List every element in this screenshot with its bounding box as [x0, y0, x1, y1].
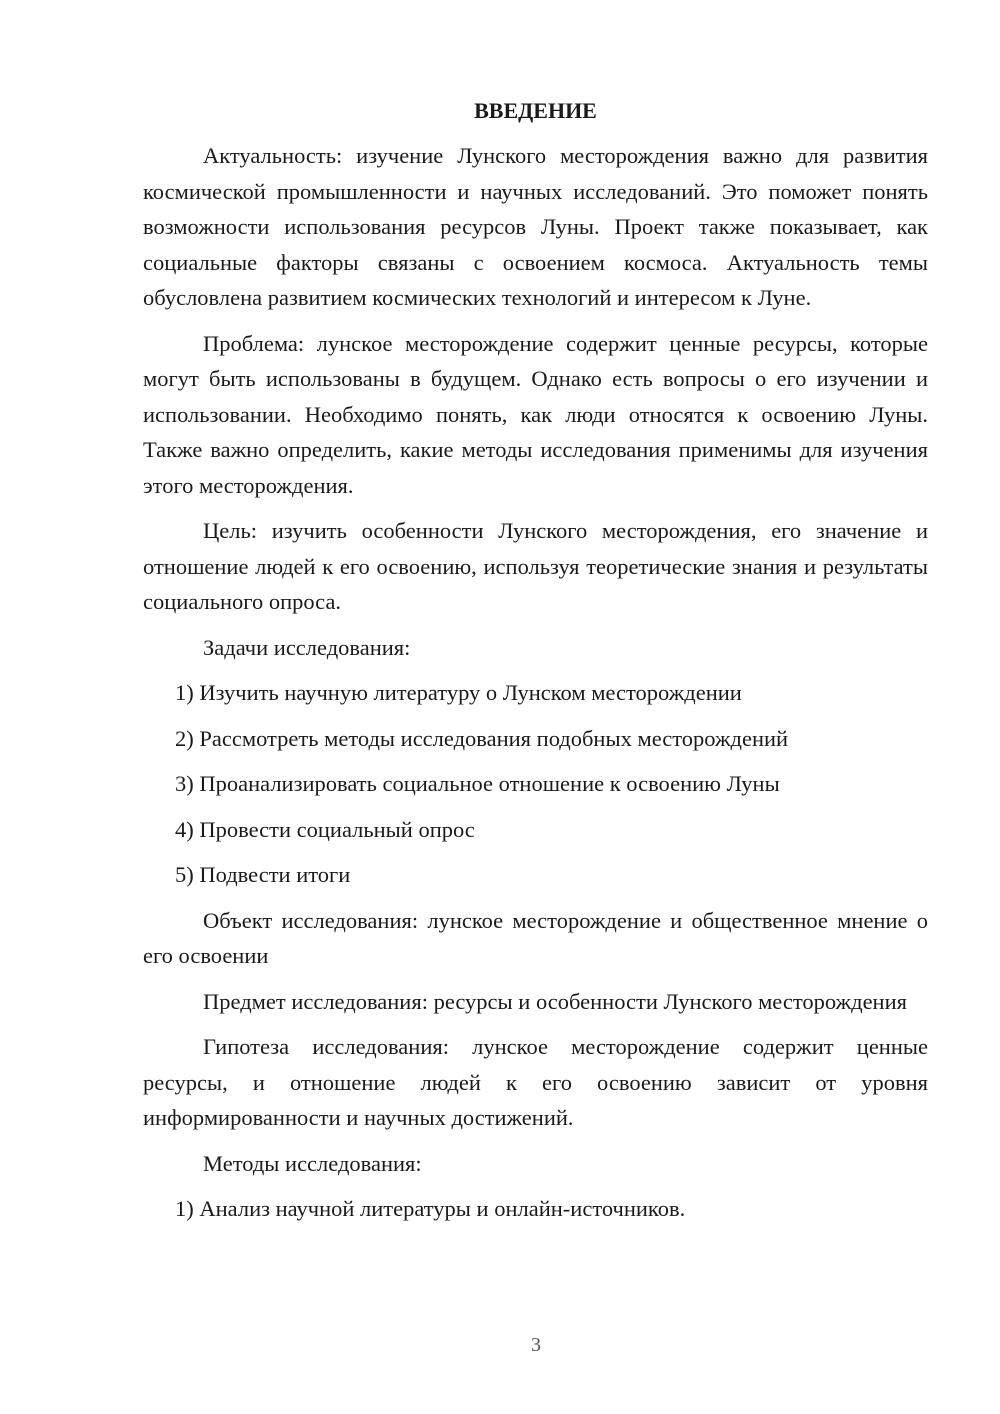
relevance-paragraph: Актуальность: изучение Лунского месторождения важно для развития космической промышленности и научных исследований. Это поможет понять возможности использования ресурсов Луны. Проект также показывает, как социальные факторы связаны с освоением космоса. Актуальность темы обусловлена развитием космических технологий и интересом к Луне.: [143, 143, 928, 310]
method-item: 1) Анализ научной литературы и онлайн-источников.: [175, 1196, 686, 1221]
hypothesis-paragraph: Гипотеза исследования: лунское месторождение содержит ценные ресурсы, и отношение людей к его освоению зависит от уровня информированности и научных достижений.: [143, 1034, 928, 1130]
object-paragraph: Объект исследования: лунское месторождение и общественное мнение о его освоении: [143, 907, 928, 968]
task-item: 2) Рассмотреть методы исследования подобных месторождений: [175, 725, 789, 751]
methods-list: [143, 1191, 928, 1227]
tasks-title: Задачи исследования:: [203, 634, 411, 660]
task-item: 5) Подвести итоги: [175, 862, 351, 887]
task-item: 3) Проанализировать социальное отношение к освоению Луны: [175, 771, 780, 796]
goal-paragraph: Цель: изучить особенности Лунского месторождения, его значение и отношение людей к его освоению, используя теоретические знания и результаты социального опроса.: [143, 518, 928, 614]
task-item: 4) Провести социальный опрос: [175, 816, 475, 842]
task-item: 1) Изучить научную литературу о Лунском месторождении: [175, 680, 742, 705]
section-heading: ВВЕДЕНИЕ: [474, 98, 597, 123]
tasks-list: [143, 675, 928, 893]
problem-paragraph: Проблема: лунское месторождение содержит ценные ресурсы, которые могут быть использованы в будущем. Однако есть вопросы о его изучении и использовании. Необходимо понять, как люди относятся к освоению Луны. Также важно определить, какие методы исследования применимы для изучения этого месторождения.: [143, 330, 928, 498]
page-content: [143, 96, 928, 1237]
page-number: 3: [531, 1334, 541, 1356]
methods-title: Методы исследования:: [203, 1150, 422, 1176]
subject-paragraph: Предмет исследования: ресурсы и особенности Лунского месторождения: [203, 988, 907, 1014]
